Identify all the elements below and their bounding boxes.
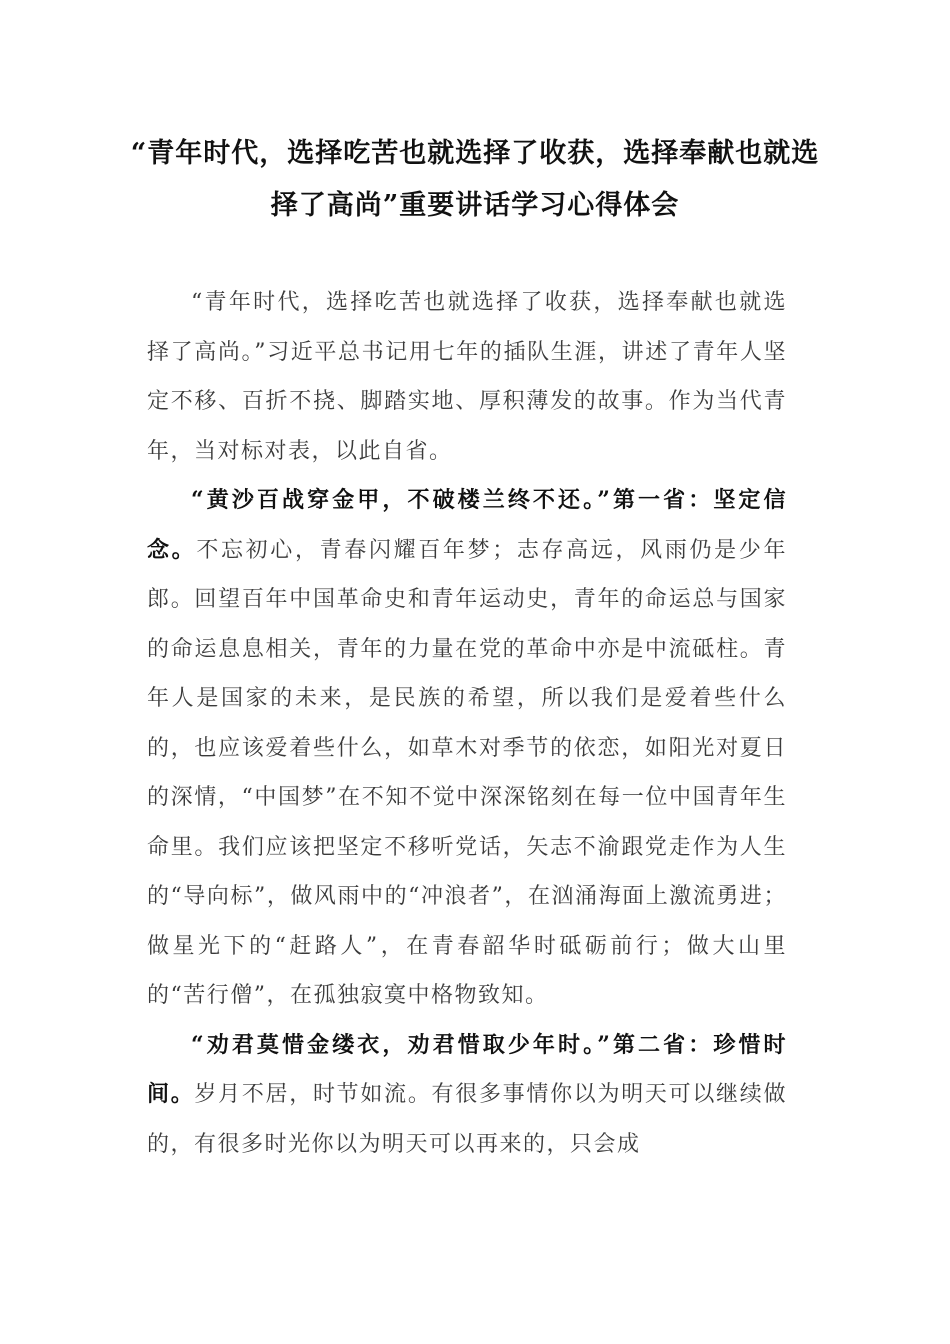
- paragraph-text: “青年时代，选择吃苦也就选择了收获，选择奉献也就选择了高尚。”习近平总书记用七年的插队生涯，讲述了青年人坚定不移、百折不挠、脚踏实地、厚积薄发的故事。作为当代青年，当对标对表，以此自省。: [147, 290, 787, 464]
- paragraph-first-reflection: [147, 476, 787, 1021]
- paragraph-text: 不忘初心，青春闪耀百年梦；志存高远，风雨仍是少年郎。回望百年中国革命史和青年运动史，青年的命运总与国家的命运息息相关，青年的力量在党的革命中亦是中流砥柱。青年人是国家的未来，是民族的希望，所以我们是爱着些什么的，也应该爱着些什么，如草木对季节的依恋，如阳光对夏日的深情，“中国梦”在不知不觉中深深铭刻在每一位中国青年生命里。我们应该把坚定不移听党话，矢志不渝跟党走作为人生的“导向标”，做风雨中的“冲浪者”，在汹涌海面上激流勇进；做星光下的“赶路人”，在青春韶华时砥砺前行；做大山里的“苦行僧”，在孤独寂寞中格物致知。: [147, 537, 787, 1008]
- document-body: [147, 278, 787, 1169]
- paragraph-text: 岁月不居，时节如流。有很多事情你以为明天可以继续做的，有很多时光你以为明天可以再来的，只会成: [147, 1082, 787, 1157]
- paragraph-lead: “黄沙百战穿金甲，不破楼兰终不还。”第一省：坚定信念。: [147, 487, 787, 563]
- paragraph-second-reflection: [147, 1021, 787, 1170]
- document-title: “青年时代，选择吃苦也就选择了收获，选择奉献也就选择了高尚”重要讲话学习心得体会: [130, 138, 820, 221]
- paragraph-lead: “劝君莫惜金缕衣，劝君惜取少年时。”第二省：珍惜时间。: [147, 1031, 787, 1107]
- paragraph-intro: [147, 278, 787, 476]
